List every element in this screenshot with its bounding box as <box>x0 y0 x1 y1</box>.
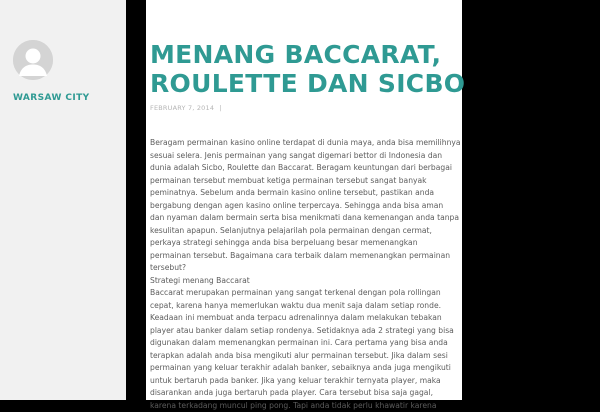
paragraph-line: digunakan dalam memenangkan permainan ini. Cara pertama yang bisa anda <box>150 337 464 350</box>
avatar-silhouette-icon <box>13 40 53 80</box>
post-title[interactable] <box>150 40 465 98</box>
paragraph-line: terapkan adalah anda bisa mengikuti alur permainan tersebut. Jika dalam sesi <box>150 350 464 363</box>
paragraph-line: dan nyaman dalam bermain serta bisa menikmati dana kemenangan anda tanpa <box>150 212 464 225</box>
post-meta <box>150 104 222 112</box>
post-body <box>150 137 464 412</box>
post-title-line: ROULETTE DAN SICBO <box>150 69 465 98</box>
meta-separator: | <box>219 104 221 112</box>
user-avatar-icon[interactable] <box>13 40 53 80</box>
paragraph-line: sesuai selera. Jenis permainan yang sangat digemari bettor di Indonesia dan <box>150 150 464 163</box>
paragraph-line: cepat, karena hanya memerlukan waktu dua menit saja dalam setiap ronde. <box>150 300 464 313</box>
post-title-line: MENANG BACCARAT, <box>150 40 465 69</box>
paragraph-line: perkaya strategi sehingga anda bisa berpeluang besar memenangkan <box>150 237 464 250</box>
paragraph-line: untuk bertaruh pada banker. Jika yang keluar terakhir ternyata player, maka <box>150 375 464 388</box>
paragraph-line: permainan yang keluar terakhir adalah banker, sebaiknya anda juga mengikuti <box>150 362 464 375</box>
post-date[interactable]: FEBRUARY 7, 2014 <box>150 104 214 112</box>
paragraph-line: permainan tersebut membuat ketiga permainan tersebut sangat banyak <box>150 175 464 188</box>
paragraph-line: tersebut? <box>150 262 464 275</box>
site-title[interactable]: WARSAW CITY <box>13 93 90 103</box>
main-content <box>146 0 462 400</box>
paragraph-line: peminatnya. Sebelum anda bermain kasino online tersebut, pastikan anda <box>150 187 464 200</box>
paragraph-line: Keadaan ini membuat anda terpacu adrenalinnya dalam melakukan tebakan <box>150 312 464 325</box>
paragraph-line: permainan tersebut. Bagaimana cara terbaik dalam memenangkan permainan <box>150 250 464 263</box>
paragraph-line: bergabung dengan agen kasino online terpercaya. Sehingga anda bisa aman <box>150 200 464 213</box>
paragraph-line: disarankan anda juga bertaruh pada player. Cara tersebut bisa saja gagal, <box>150 387 464 400</box>
paragraph-line: dunia adalah Sicbo, Roulette dan Baccarat. Beragam keuntungan dari berbagai <box>150 162 464 175</box>
post-paragraph <box>150 137 464 275</box>
paragraph-line: kesulitan apapun. Selanjutnya pelajarilah pola permainan dengan cermat, <box>150 225 464 238</box>
sidebar <box>0 0 126 400</box>
paragraph-line: karena terkadang muncul ping pong. Tapi anda tidak perlu khawatir karena <box>150 400 464 412</box>
paragraph-line: Beragam permainan kasino online terdapat di dunia maya, anda bisa memilihnya <box>150 137 464 150</box>
post-subheading: Strategi menang Baccarat <box>150 275 464 288</box>
paragraph-line: player atau banker dalam setiap rondenya. Setidaknya ada 2 strategi yang bisa <box>150 325 464 338</box>
paragraph-line: Baccarat merupakan permainan yang sangat terkenal dengan pola rollingan <box>150 287 464 300</box>
post-paragraph <box>150 287 464 412</box>
